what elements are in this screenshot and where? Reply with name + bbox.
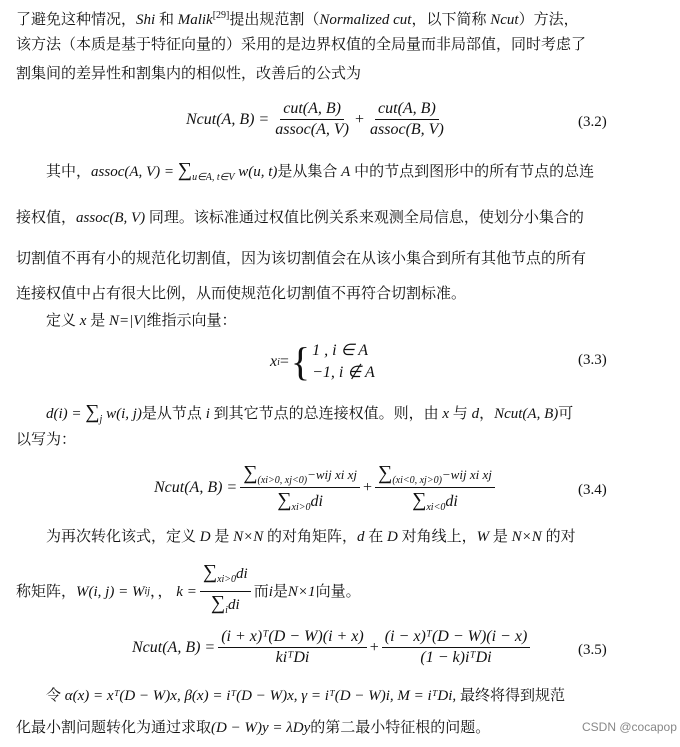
math: N×1 [287, 583, 316, 600]
denominator: assoc(A, V) [275, 121, 349, 138]
text: 而 [253, 583, 269, 600]
text-line [46, 527, 576, 547]
denominator: (1 − k)iᵀDi [420, 649, 492, 666]
text: ，以下简称 [411, 12, 491, 28]
text: 对角线上， [397, 529, 477, 545]
text: 是 [489, 529, 512, 545]
text-line: 切割值不再有小的规范化切割值，因为该切割值会在从该小集合到所有其他节点的所有 [16, 251, 587, 267]
text: 是从集合 [277, 164, 342, 180]
text: 在 [364, 529, 388, 545]
sum-symbol: ∑ [378, 462, 393, 484]
text: 接权值， [16, 210, 77, 226]
math-sub: u∈A, t∈V [192, 172, 235, 183]
math: d [357, 529, 365, 545]
math: N×N [233, 529, 264, 545]
text: ，， [150, 583, 173, 600]
equation-3-2 [186, 100, 450, 139]
math: i [268, 583, 273, 600]
equation-3-3 [270, 340, 375, 384]
sum-sub: i [225, 605, 228, 616]
text: 到其它节点的总连接权值。则，由 [209, 406, 443, 422]
term: di [310, 493, 323, 511]
text: 令 [46, 688, 65, 704]
fraction [272, 100, 352, 139]
math: d(i) = [46, 406, 86, 422]
sum-sub: (xi<0, xj>0) [392, 475, 442, 487]
numerator: (i − x)ᵀ(D − W)(i − x) [382, 628, 531, 648]
plus: + [354, 110, 365, 128]
case: 1 , i ∈ A [312, 342, 368, 359]
sum-symbol: ∑ [85, 401, 100, 423]
text: 最终将得到规范 [456, 688, 565, 704]
denominator [274, 488, 326, 513]
sum-symbol: ∑ [412, 489, 427, 512]
math: D [387, 529, 398, 545]
math: i [205, 406, 210, 422]
math-sub: j [99, 414, 103, 425]
math: A [341, 164, 351, 180]
math: W(i, j) = W [76, 583, 145, 600]
math: N=|V| [108, 313, 147, 329]
equation-3-4 [154, 462, 498, 513]
text: ）方法， [518, 12, 579, 28]
text-line [46, 686, 565, 706]
text-line [46, 311, 237, 331]
text-line [16, 718, 490, 738]
math: x [442, 406, 450, 422]
numerator [240, 462, 360, 488]
fraction [240, 462, 360, 513]
equation-number: (3.2) [578, 114, 607, 130]
text: 维指示向量： [146, 313, 237, 329]
fraction [382, 628, 531, 667]
plus: + [369, 638, 379, 656]
math: W [476, 529, 490, 545]
eq-lhs: Ncut(A, B) = [186, 110, 270, 128]
denominator [208, 592, 243, 621]
sum-symbol: ∑ [243, 462, 258, 484]
math-sub: ij [144, 585, 151, 597]
text: 同理。该标准通过权值比例关系来观测全局信息，使划分小集合的 [145, 210, 584, 226]
text: 是从节点 [141, 406, 206, 422]
math: assoc(B, V) [76, 210, 146, 226]
text: 了避免这种情况， [16, 12, 137, 28]
fraction [367, 100, 447, 139]
text: ， [479, 406, 495, 422]
text: 的对 [541, 529, 576, 545]
eq-sub: i [277, 356, 280, 368]
math: d [471, 406, 480, 422]
watermark: CSDN @cocapop [582, 720, 677, 734]
sum-symbol: ∑ [177, 159, 193, 181]
text-line [46, 402, 573, 430]
eq-lhs: x [270, 353, 278, 370]
cases [312, 340, 375, 384]
sum-symbol: ∑ [202, 561, 218, 583]
sum-sub: (xi>0, xj<0) [257, 475, 308, 487]
text: 的对角矩阵， [263, 529, 358, 545]
eq-lhs: Ncut(A, B) = [132, 638, 216, 656]
eq-lhs: Ncut(A, B) = [154, 478, 238, 496]
text: 其中， [46, 164, 92, 180]
term: −wij xi xj [441, 467, 492, 482]
denominator: assoc(B, V) [370, 121, 444, 138]
term: Normalized cut [319, 12, 412, 28]
text: 定义 [46, 313, 80, 329]
text: 与 [449, 406, 472, 422]
math: D [199, 529, 211, 545]
citation: [29] [212, 10, 230, 21]
denominator [409, 488, 461, 513]
sum-sub: xi>0 [291, 502, 311, 514]
text: 为再次转化该式，定义 [46, 529, 200, 545]
text-line: 以写为： [16, 432, 77, 448]
text: 的第二最小特征根的问题。 [310, 720, 491, 736]
term: di [227, 597, 240, 613]
numerator: (i + x)ᵀ(D − W)(i + x) [218, 628, 367, 648]
text-line [16, 6, 579, 30]
text: 是 [86, 313, 109, 329]
math: w(i, j) [102, 406, 142, 422]
equals: = [279, 353, 289, 370]
term: Ncut [490, 12, 519, 28]
sum-sub: xi<0 [426, 502, 446, 514]
sum-symbol: ∑ [277, 489, 292, 512]
text: 是 [272, 583, 288, 600]
numerator: cut(A, B) [375, 100, 439, 120]
numerator [375, 462, 495, 488]
text-line: 连接权值中占有很大比例，从而使规范化切割值不再符合切割标准。 [16, 286, 467, 302]
text: 可 [558, 406, 574, 422]
text: 化最小割问题转化为通过求取 [16, 720, 212, 736]
fraction [375, 462, 495, 513]
equation-number: (3.3) [578, 352, 607, 368]
text: 中的节点到图形中的所有节点的总连 [350, 164, 595, 180]
text-line: 该方法（本质是基于特征向量的）采用的是边界权值的全局量而非局部值，同时考虑了 [16, 37, 587, 53]
math: α(x) = xᵀ(D − W)x, β(x) = iᵀ(D − W)x, γ = iᵀ(D − W)i, M = iᵀDi, [64, 688, 457, 704]
text: 提出规范割（ [229, 12, 320, 28]
sum-symbol: ∑ [210, 592, 226, 614]
term: di [445, 493, 458, 511]
text-line [46, 160, 594, 188]
equation-number: (3.5) [578, 642, 607, 658]
brace: { [290, 339, 311, 384]
denominator: kiᵀDi [275, 649, 310, 666]
math: Ncut(A, B) [494, 406, 559, 422]
equation-number: (3.4) [578, 482, 607, 498]
text: 向量。 [315, 583, 361, 600]
math: w(u, t) [234, 164, 278, 180]
text-line [16, 562, 361, 621]
fraction [218, 628, 367, 667]
math: (D − W)y = λDy [211, 720, 311, 736]
numerator: cut(A, B) [280, 100, 344, 120]
math: N×N [511, 529, 542, 545]
term: −wij xi xj [307, 467, 358, 482]
author-shi: Shi [136, 12, 156, 28]
text-line: 割集间的差异性和割集内的相似性，改善后的公式为 [16, 66, 362, 82]
author-malik: Malik [177, 12, 213, 28]
plus: + [363, 478, 373, 496]
case: −1, i ∉ A [312, 364, 375, 381]
text: 称矩阵， [16, 583, 77, 600]
numerator [200, 562, 251, 592]
equation-3-5 [132, 628, 533, 667]
text-line [16, 208, 584, 228]
fraction [200, 562, 251, 621]
term: di [236, 566, 248, 582]
sum-sub: xi>0 [217, 574, 237, 585]
text: 和 [155, 12, 178, 28]
math: assoc(A, V) = [91, 164, 178, 180]
text: 是 [210, 529, 234, 545]
math: x [79, 313, 87, 329]
math: k = [176, 583, 197, 600]
